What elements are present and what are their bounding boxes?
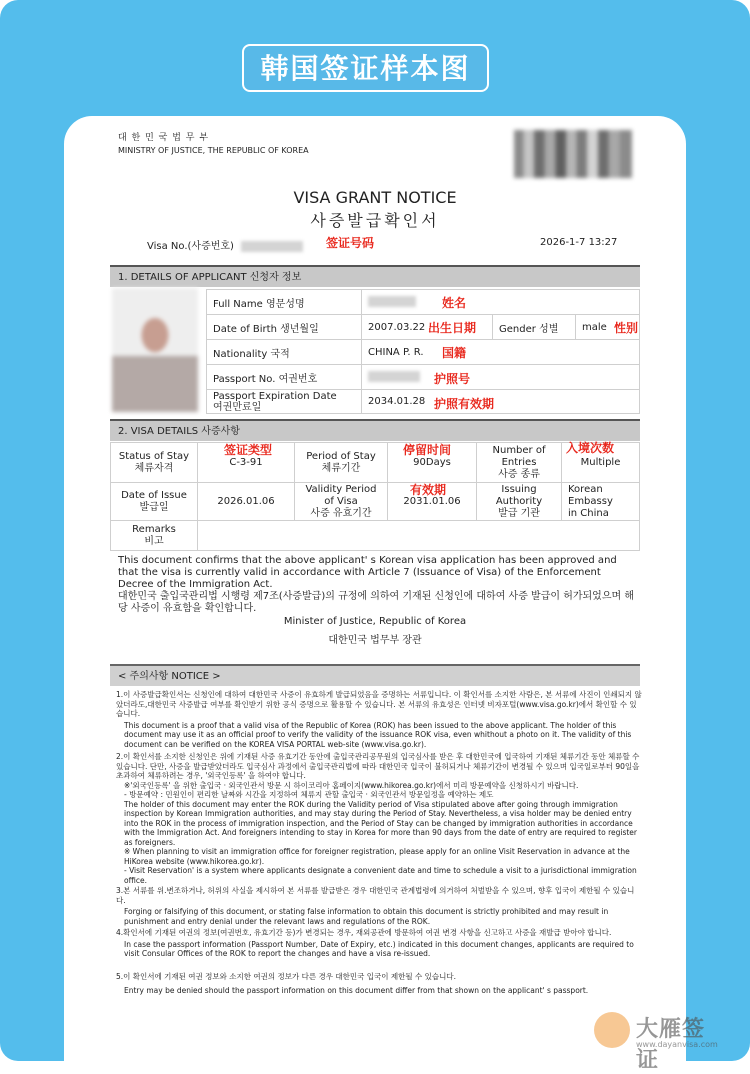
status-tag: 签证类型 xyxy=(224,443,273,457)
notice-item-5: 5.이 확인서에 기재된 여권 정보와 소지한 여권의 정보가 다른 경우 대한민국 입국이 제한될 수 있습니다. Entry may be denied should the passport information on this document differ from that shown on the applicant' s passport. xyxy=(116,972,589,995)
visa-section-header xyxy=(110,419,640,441)
notice-title: < 주의사항 NOTICE > xyxy=(118,671,221,682)
validity-tag: 有效期 xyxy=(410,483,447,497)
issue-datetime: 2026-1-7 13:27 xyxy=(540,237,618,248)
authority-value: Korean Embassy in China xyxy=(562,483,640,521)
goose-logo-icon xyxy=(594,1012,630,1048)
notice-item-2: 2.이 확인서를 소지한 신청인은 위에 기재된 사증 유효기간 동안에 출입국관리공무원의 입국심사를 받은 후 대한민국에 입국하여 기재된 체류기간 동안 체류할 수 있습니다. 단만, 사증을 발급받았더라도 입국심사 과정에서 출입국관리법에 따라 대한민국 입국이 불허되거나 체류기간이 변경될 수 있으며 입국일로부터 90일을 초과하여 체류하려는 경우, '외국인등록' 을 하여야 합니다. ※'외국인등록' 을 위한 출입국 · 외국인관서 방문 시 하이코리아 홈페이지(www.hikorea.go.kr)에서 미리 방문예약을 신청하시기 바랍니다. - 방문예약 : 민원인이 편리한 날짜와 시간을 지정하여 체류지 관할 출입국 · 외국인관서 방문일정을 예약하는 제도 The holder of this document may enter the ROK during the Validity period of Visa stipulated above after going through immigration inspection by Korean Immigration authorities, and may stay during the Period of Stay. Nevertheless, a visa holder may be denied entry into the ROK in the process of immigration inspection, and the Period of Stay can be changed by immigration authorities in accordance with the Immigration Act. And foreigners intending to stay in Korea for more than 90 days from the date of entry are required to register as foreigners. ※ When planning to visit an immigration office for foreigner registration, please apply for an online Visit Reservation in advance at the HiKorea website (www.hikorea.go.kr). - Visit Reservation' is a system where applicants designate a convenient date and time to schedule a visit to a jurisdictional immigration office. xyxy=(116,752,640,885)
gender-value: male xyxy=(576,315,640,340)
period-value: 90Days xyxy=(388,443,477,483)
status-value: C-3-91 xyxy=(198,443,295,483)
remarks-value xyxy=(198,521,640,551)
visa-number-tag: 签证号码 xyxy=(326,236,375,250)
dob-tag: 出生日期 xyxy=(428,321,477,335)
notice-item-4: 4.확인서에 기재된 여권의 정보(여권번호, 유효기간 등)가 변경되는 경우, 재외공관에 방문하여 여권 변경 사항을 신고하고 사증을 재발급 받아야 합니다. In case the passport information (Passport Number, Date of Expiry, etc.) indicated in this document changes, applicants are required to visit Consular Offices of the ROK to report the changes and have a visa re-issued. xyxy=(116,928,634,958)
visa-title-en: VISA GRANT NOTICE xyxy=(293,188,457,207)
passport-tag: 护照号 xyxy=(434,372,471,386)
nationality-value: CHINA P. R. xyxy=(362,340,640,365)
passport-value xyxy=(362,365,640,390)
passport-label: Passport No. 여권번호 xyxy=(207,365,362,390)
period-tag: 停留时间 xyxy=(403,443,452,457)
brand-watermark xyxy=(594,1012,720,1073)
gender-tag: 性别 xyxy=(614,321,639,335)
ministry-ko: 대 한 민 국 법 무 부 xyxy=(118,133,210,143)
period-label: Period of Stay 체류기간 xyxy=(295,443,388,483)
entries-value: Multiple xyxy=(562,443,640,483)
minister-en: Minister of Justice, Republic of Korea xyxy=(283,616,467,627)
applicant-section-header xyxy=(110,265,640,287)
authority-label: Issuing Authority 발급 기관 xyxy=(477,483,562,521)
entries-label: Number of Entries 사증 종류 xyxy=(477,443,562,483)
expiry-tag: 护照有效期 xyxy=(434,397,495,411)
notice-header xyxy=(110,664,640,686)
gender-label: Gender 성별 xyxy=(493,315,576,340)
notice-item-3: 3.본 서류를 위.변조하거나, 허위의 사실을 제시하여 본 서류를 발급받은 경우 대한민국 관계법령에 의거하여 처벌받을 수 있으며, 향후 입국이 제한될 수 있습니다. Forging or falsifying of this document, or stating false information to obtain this document is strictly prohibited and may result in punishment and entry denial under the relevant laws and regulations of the ROK. xyxy=(116,886,635,926)
full-name-value xyxy=(362,290,640,315)
expiry-value: 2034.01.28 xyxy=(362,390,640,414)
ministry-en: MINISTRY OF JUSTICE, THE REPUBLIC OF KOREA xyxy=(118,146,309,155)
applicant-photo xyxy=(112,288,198,412)
validity-value: 2031.01.06 xyxy=(388,483,477,521)
visa-number-row xyxy=(147,237,303,252)
entries-tag: 入境次数 xyxy=(566,441,615,455)
expiry-label: Passport Expiration Date 여권만료일 xyxy=(207,390,362,414)
full-name-tag: 姓名 xyxy=(442,296,467,310)
full-name-label: Full Name 영문성명 xyxy=(207,290,362,315)
visa-number-redacted xyxy=(241,241,303,252)
issue-value: 2026.01.06 xyxy=(198,483,295,521)
validity-label: Validity Period of Visa 사증 유효기간 xyxy=(295,483,388,521)
statement-en: This document confirms that the above applicant' s Korean visa application has been approved and that the visa is currently valid in accordance with Article 7 (Issuance of Visa) of the Enforcement Decree of the Immigration Act. xyxy=(118,555,617,590)
minister-ko: 대한민국 법무부 장관 xyxy=(328,635,422,646)
dob-label: Date of Birth 생년월일 xyxy=(207,315,362,340)
dob-value: 2007.03.22 xyxy=(362,315,493,340)
nationality-label: Nationality 국적 xyxy=(207,340,362,365)
applicant-section-title: 1. DETAILS OF APPLICANT 신청자 정보 xyxy=(118,272,302,283)
issue-label: Date of Issue 발급일 xyxy=(111,483,198,521)
brand-name: 大雁签证 xyxy=(636,1017,706,1073)
confirmation-statement xyxy=(118,555,638,615)
nationality-tag: 国籍 xyxy=(442,346,467,360)
visa-table xyxy=(110,442,640,551)
visa-section-title: 2. VISA DETAILS 사증사항 xyxy=(118,426,240,437)
status-label: Status of Stay 체류자격 xyxy=(111,443,198,483)
blurred-barcode xyxy=(514,130,632,178)
statement-ko: 대한민국 출입국관리법 시행령 제7조(사증발급)의 규정에 의하여 기재된 신청인에 대하여 사증 발급이 허가되었으며 해당 사증이 유효함을 확인합니다. xyxy=(118,591,634,614)
page-title: 韩国签证样本图 xyxy=(242,44,489,92)
visa-number-label: Visa No.(사증번호) xyxy=(147,241,234,252)
visa-title-ko: 사증발급확인서 xyxy=(310,211,440,230)
notice-item-1: 1.이 사증발급확인서는 신청인에 대하여 대한민국 사증이 유효하게 발급되었음을 증명하는 서류입니다. 이 확인서를 소지한 사람은, 본 서류에 사진이 인쇄되지 않았더라도,대한민국 사증발급 여부를 확인받기 위한 공식 증명으로 활용할 수 있습니다. 본 서류의 유효성은 인터넷 비자포털(www.visa.go.kr)에서 확인할 수 있습니다. This document is a proof that a valid visa of the Republic of Korea (ROK) has been issued to the above applicant. The holder of this document may use it as an official proof to verify the validity of the issuance ROK visa, even whithout a photo on it. The validity of this document can be verified on the KOREA VISA PORTAL web-site (www.visa.go.kr). xyxy=(116,690,642,749)
remarks-label: Remarks 비고 xyxy=(111,521,198,551)
brand-url: www.dayanvisa.com xyxy=(636,1040,718,1049)
applicant-table xyxy=(206,289,640,414)
